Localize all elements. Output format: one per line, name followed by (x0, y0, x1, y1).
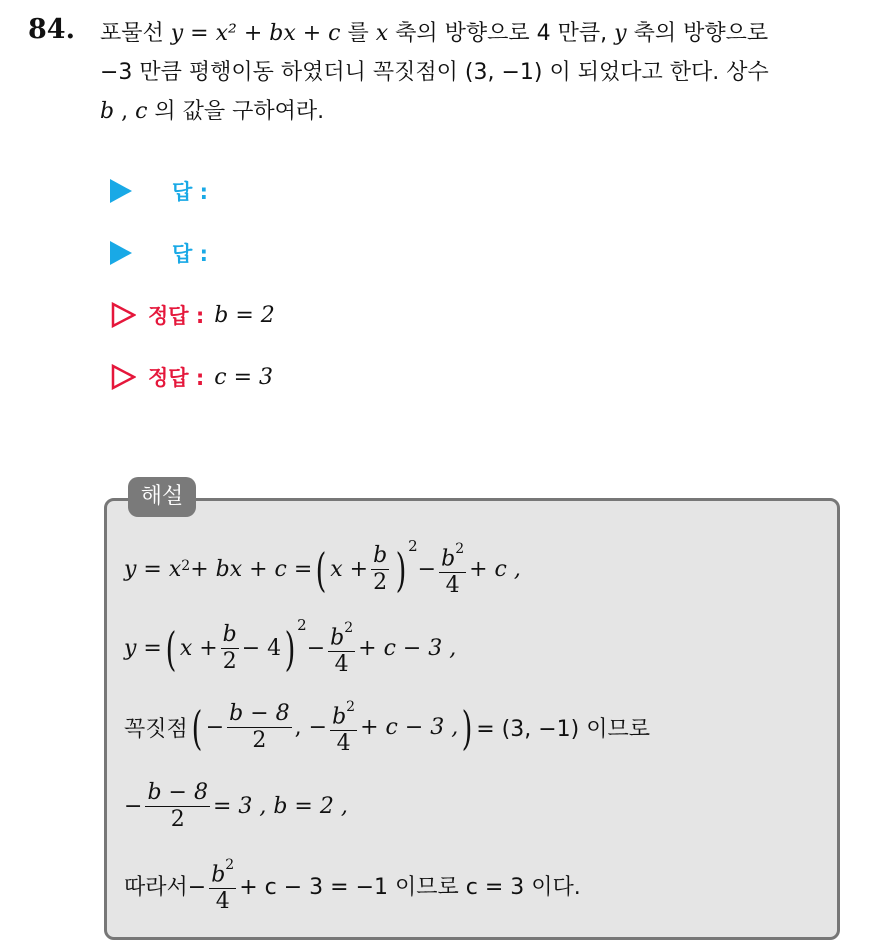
question-line-3: b , c 의 값을 구하여라. (100, 99, 325, 124)
fraction: $\frac{b - 8}{2}$ (229, 701, 290, 753)
fraction: $\frac{b}{2}$ (222, 622, 237, 674)
fraction: $\frac{b^2}{4}$ (211, 856, 235, 915)
fraction: $\frac{b}{2}$ (373, 543, 388, 595)
answer-blank-row (110, 222, 275, 284)
question-line-2: −3 만큼 평행이동 하였더니 꼭짓점이 (3, −1) 이 되었다고 한다. 상수 (100, 60, 769, 85)
solution-line-5: 따라서− $\frac{b^2}{4}$ + c − 3 = −1 이므로 c = 3 이다. (124, 856, 581, 915)
formula-parabola: y = x² + bx + c (170, 21, 341, 46)
question-text (100, 14, 870, 131)
hollow-triangle-icon (110, 364, 136, 390)
solution-tab: 해설 (128, 477, 196, 517)
correct-answer-value: b = 2 (214, 302, 275, 328)
solution-line-4: − $\frac{b - 8}{2}$ = 3 , b = 2 , (124, 780, 348, 832)
answer-label: 답 : (172, 180, 208, 204)
correct-answer-label: 정답 : (148, 304, 205, 328)
solution-line-2: y = ( x + $\frac{b}{2}$ − 4 ) 2 − $\frac{b^2}{4}$ + c − 3 , (124, 615, 457, 678)
solution-line-3: 꼭짓점 ( − $\frac{b - 8}{2}$ , − $\frac{b^2}{4}$ + c − 3 , ) = (3, −1) 이므로 (124, 698, 650, 757)
fraction: $\frac{b^2}{4}$ (330, 619, 354, 678)
correct-answer-row (110, 284, 275, 346)
correct-answer-row (110, 346, 275, 408)
question-number: 84. (28, 14, 75, 45)
hollow-triangle-icon (110, 302, 136, 328)
solution-lines (124, 530, 650, 925)
question-line-1: 포물선 y = x² + bx + c 를 x 축의 방향으로 4 만큼, y 축의 방향으로 (100, 21, 769, 46)
answer-label: 답 : (172, 242, 208, 266)
fraction: $\frac{b^2}{4}$ (332, 698, 356, 757)
answer-section (110, 160, 275, 408)
fraction: $\frac{b - 8}{2}$ (147, 780, 208, 832)
answer-blank-row (110, 160, 275, 222)
correct-answer-label: 정답 : (148, 366, 205, 390)
solution-line-1: y = x $^2$ + bx + c = ( x + $\frac{b}{2}$ ) 2 − $\frac{b^2}{4}$ + c , (124, 536, 521, 599)
play-triangle-icon (110, 179, 132, 203)
correct-answer-value: c = 3 (214, 364, 274, 390)
fraction: $\frac{b^2}{4}$ (441, 540, 465, 599)
play-triangle-icon (110, 241, 132, 265)
